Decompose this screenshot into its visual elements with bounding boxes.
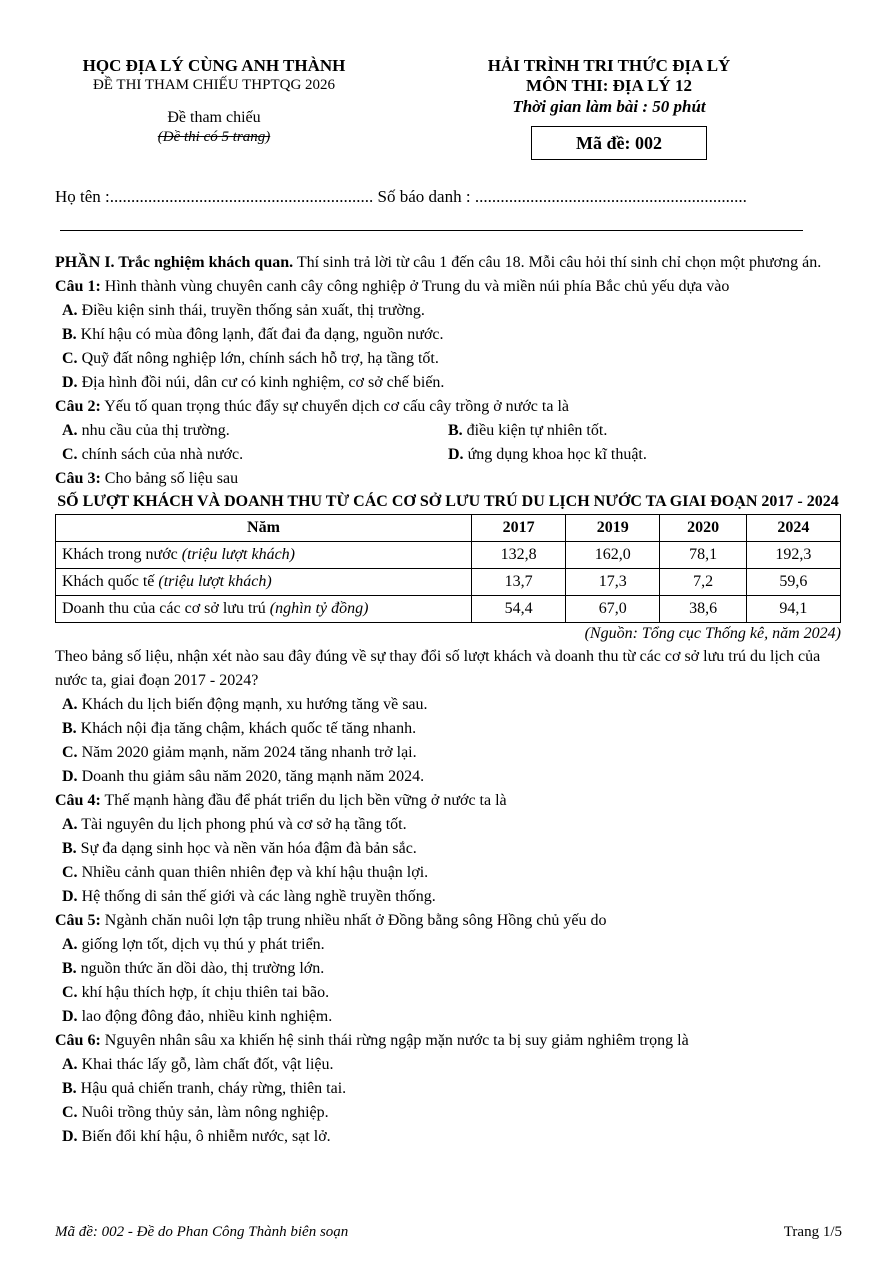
header-right	[470, 56, 748, 118]
table-cell: 54,4	[472, 596, 566, 623]
option-2a: A. nhu cầu của thị trường.	[62, 422, 230, 439]
table-row	[56, 542, 841, 569]
table-cell: 162,0	[566, 542, 660, 569]
table-cell: 192,3	[746, 542, 840, 569]
question-4: Câu 4: Thế mạnh hàng đầu để phát triển du lịch bền vững ở nước ta là	[55, 792, 507, 809]
table-title: SỐ LƯỢT KHÁCH VÀ DOANH THU TỪ CÁC CƠ SỞ LƯU TRÚ DU LỊCH NƯỚC TA GIAI ĐOẠN 2017 - 2024	[57, 493, 839, 510]
org-name: HỌC ĐỊA LÝ CÙNG ANH THÀNH	[82, 56, 346, 75]
table-header-cell: 2019	[566, 515, 660, 542]
option-1c: C. Quỹ đất nông nghiệp lớn, chính sách hỗ trợ, hạ tầng tốt.	[62, 350, 439, 367]
footer-credit: Mã đề: 002 - Đề do Phan Công Thành biên soạn	[55, 1224, 349, 1240]
table-source: (Nguồn: Tổng cục Thống kê, năm 2024)	[584, 625, 841, 642]
data-table	[55, 514, 841, 623]
option-1d: D. Địa hình đồi núi, dân cư có kinh nghiệm, cơ sở chế biến.	[62, 374, 445, 391]
table-cell: 132,8	[472, 542, 566, 569]
table-cell: 17,3	[566, 569, 660, 596]
row-label: Khách quốc tế (triệu lượt khách)	[56, 569, 472, 596]
table-header-cell: 2017	[472, 515, 566, 542]
id-label: Số báo danh :	[373, 187, 475, 206]
option-6d: D. Biến đổi khí hậu, ô nhiễm nước, sạt lở.	[62, 1128, 331, 1145]
option-5a: A. giống lợn tốt, dịch vụ thú y phát triển.	[62, 936, 325, 953]
question-3: Câu 3: Cho bảng số liệu sau	[55, 470, 239, 487]
option-6b: B. Hậu quả chiến tranh, cháy rừng, thiên tai.	[62, 1080, 347, 1097]
option-1b: B. Khí hậu có mùa đông lạnh, đất đai đa dạng, nguồn nước.	[62, 326, 444, 343]
header-divider	[60, 230, 803, 231]
question-6: Câu 6: Nguyên nhân sâu xa khiến hệ sinh thái rừng ngập mặn nước ta bị suy giảm nghiêm trọng là	[55, 1032, 689, 1049]
option-6c: C. Nuôi trồng thủy sản, làm nông nghiệp.	[62, 1104, 329, 1121]
option-4a: A. Tài nguyên du lịch phong phú và cơ sở hạ tầng tốt.	[62, 816, 407, 833]
candidate-line	[55, 186, 815, 208]
table-header-cell: 2024	[746, 515, 840, 542]
option-2d: D. ứng dụng khoa học kĩ thuật.	[448, 446, 647, 463]
name-dots: ..............................................................	[109, 187, 374, 206]
exam-code: Mã đề: 002	[576, 132, 662, 153]
exam-reference: ĐỀ THI THAM CHIẾU THPTQG 2026	[92, 77, 336, 93]
option-5b: B. nguồn thức ăn dồi dào, thị trường lớn.	[62, 960, 325, 977]
table-cell: 78,1	[660, 542, 746, 569]
option-2c: C. chính sách của nhà nước.	[62, 446, 244, 463]
table-row	[56, 596, 841, 623]
option-3a: A. Khách du lịch biến động mạnh, xu hướng tăng về sau.	[62, 696, 428, 713]
table-cell: 59,6	[746, 569, 840, 596]
option-4c: C. Nhiều cảnh quan thiên nhiên đẹp và khí hậu thuận lợi.	[62, 864, 429, 881]
pages-note: (Đề thi có 5 trang)	[157, 129, 271, 145]
doc-type: Đề tham chiếu	[167, 109, 261, 126]
exam-code-box	[531, 126, 707, 160]
table-row	[56, 569, 841, 596]
program-title: HẢI TRÌNH TRI THỨC ĐỊA LÝ	[487, 56, 731, 75]
option-5c: C. khí hậu thích hợp, ít chịu thiên tai bão.	[62, 984, 330, 1001]
page-number: Trang 1/5	[783, 1224, 842, 1240]
question-5: Câu 5: Ngành chăn nuôi lợn tập trung nhiều nhất ở Đồng bằng sông Hồng chủ yếu do	[55, 912, 607, 929]
table-header-row	[56, 515, 841, 542]
options-2-row1	[55, 419, 841, 443]
table-header-cell: 2020	[660, 515, 746, 542]
option-3c: C. Năm 2020 giảm mạnh, năm 2024 tăng nhanh trở lại.	[62, 744, 417, 761]
part1-instructions: Thí sinh trả lời từ câu 1 đến câu 18. Mỗi câu hỏi thí sinh chỉ chọn một phương án.	[293, 254, 822, 271]
option-4b: B. Sự đa dạng sinh học và nền văn hóa đậm đà bản sắc.	[62, 840, 417, 857]
subject-title: MÔN THI: ĐỊA LÝ 12	[526, 76, 692, 95]
table-header-cell: Năm	[56, 515, 472, 542]
table-cell: 94,1	[746, 596, 840, 623]
table-cell: 38,6	[660, 596, 746, 623]
option-4d: D. Hệ thống di sản thế giới và các làng nghề truyền thống.	[62, 888, 436, 905]
question-3-prompt: Theo bảng số liệu, nhận xét nào sau đây đúng về sự thay đổi số lượt khách và doanh thu từ các cơ sở lưu trú du lịch của nước ta, giai đoạn 2017 - 2024?	[55, 648, 821, 689]
id-dots: ................................................................	[474, 187, 747, 206]
name-label: Họ tên :	[55, 187, 110, 206]
option-3b: B. Khách nội địa tăng chậm, khách quốc tế tăng nhanh.	[62, 720, 417, 737]
question-1: Câu 1: Hình thành vùng chuyên canh cây công nghiệp ở Trung du và miền núi phía Bắc chủ yếu dựa vào	[55, 278, 730, 295]
table-cell: 13,7	[472, 569, 566, 596]
table-cell: 67,0	[566, 596, 660, 623]
option-1a: A. Điều kiện sinh thái, truyền thống sản xuất, thị trường.	[62, 302, 425, 319]
time-limit: Thời gian làm bài : 50 phút	[512, 97, 706, 116]
options-2-row2	[55, 443, 841, 467]
header-left	[55, 56, 373, 146]
row-label: Doanh thu của các cơ sở lưu trú (nghìn tỷ đồng)	[56, 596, 472, 623]
option-3d: D. Doanh thu giảm sâu năm 2020, tăng mạnh năm 2024.	[62, 768, 425, 785]
option-5d: D. lao động đông đảo, nhiều kinh nghiệm.	[62, 1008, 333, 1025]
option-6a: A. Khai thác lấy gỗ, làm chất đốt, vật liệu.	[62, 1056, 334, 1073]
part1-title: PHẦN I. Trắc nghiệm khách quan.	[55, 254, 294, 271]
question-2: Câu 2: Yếu tố quan trọng thúc đẩy sự chuyển dịch cơ cấu cây trồng ở nước ta là	[55, 398, 569, 415]
part1-heading	[55, 251, 841, 275]
option-2b: B. điều kiện tự nhiên tốt.	[448, 422, 608, 439]
table-cell: 7,2	[660, 569, 746, 596]
exam-content	[55, 251, 841, 1149]
row-label: Khách trong nước (triệu lượt khách)	[56, 542, 472, 569]
